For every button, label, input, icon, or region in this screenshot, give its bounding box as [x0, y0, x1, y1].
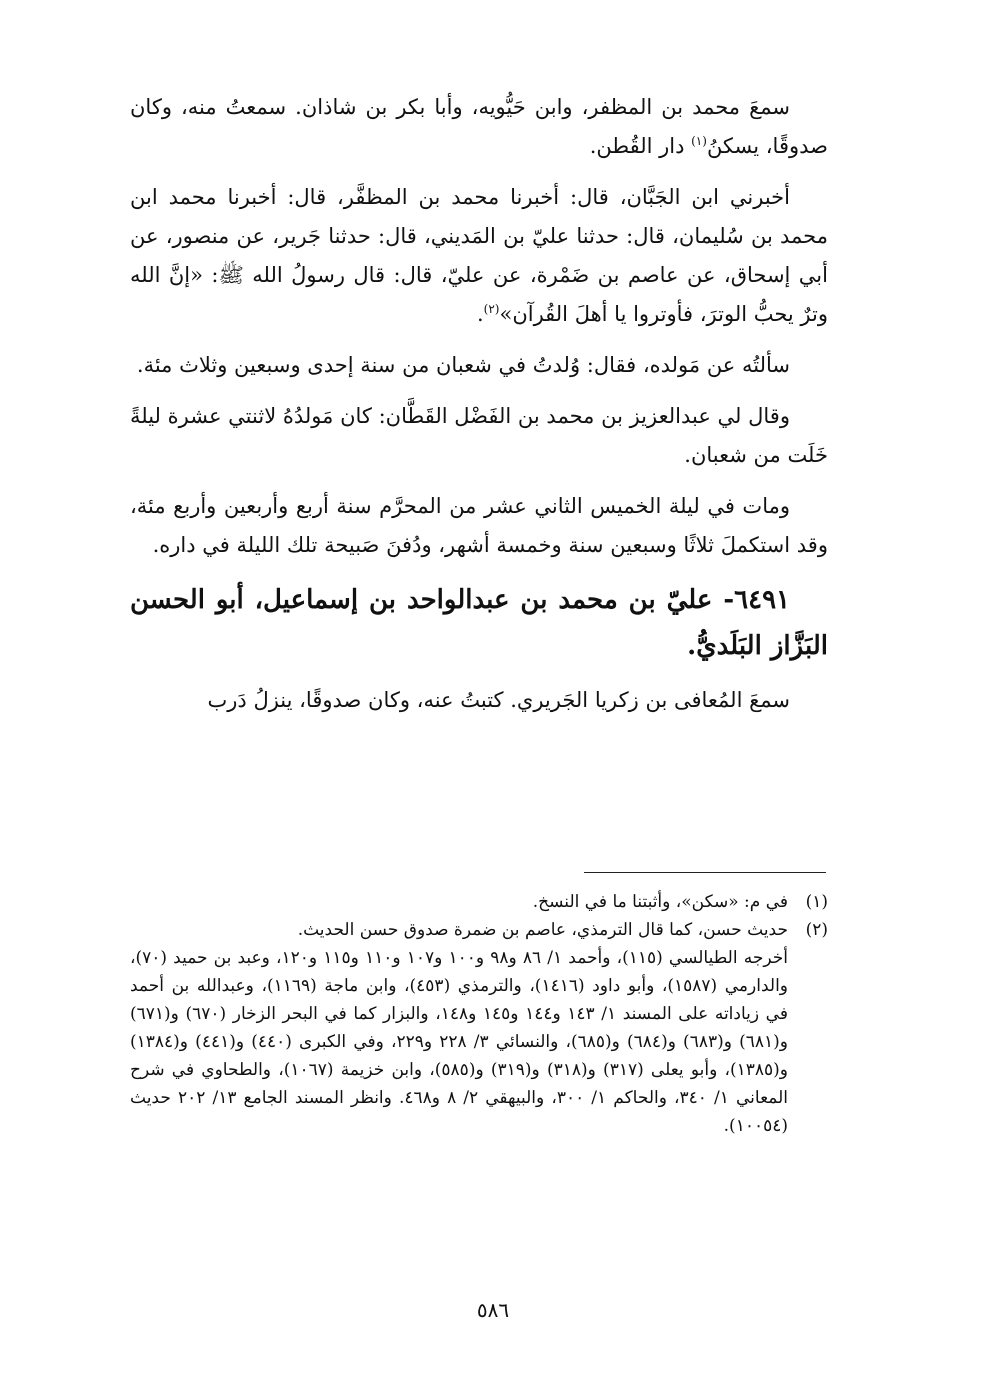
page-number: ٥٨٦: [476, 1298, 510, 1322]
paragraph-2: أخبرني ابن الجَبَّان، قال: أخبرنا محمد بن المظفَّر، قال: أخبرنا محمد ابن محمد بن سُليمان، قال: حدثنا عليّ بن المَديني، قال: حدثنا جَرير، عن منصور، عن أبي إسحاق، عن عاصم بن ضَمْرة، عن عليّ، قال: قال رسولُ الله ﷺ: «إنَّ الله وترٌ يحبُّ الوترَ، فأوتروا يا أهلَ القُرآن»$^{(٢)}$.: [130, 185, 828, 326]
footnote-2: [130, 916, 828, 1140]
footnote-1: [130, 888, 828, 916]
footnote-text: أخرجه الطيالسي (١١٥)، وأحمد ١/ ٨٦ و٩٨ و١٠٠ و١٠٧ و١١٠ و١١٥ و١٢٠، وعبد بن حميد (٧٠)، والدارمي (١٥٨٧)، وأبو داود (١٤١٦)، والترمذي (٤٥٣)، وابن ماجة (١١٦٩)، وعبدالله بن أحمد في زياداته على المسند ١/ ١٤٣ و١٤٤ و١٤٥ و١٤٨، والبزار كما في البحر الزخار (٦٧٠) و(٦٧١) و(٦٨١) و(٦٨٣) و(٦٨٤) و(٦٨٥)، والنسائي ٣/ ٢٢٨ و٢٢٩، وفي الكبرى (٤٤٠) و(٤٤١) و(١٣٨٤) و(١٣٨٥)، وأبو يعلى (٣١٧) و(٣١٨) و(٣١٩) و(٥٨٥)، وابن خزيمة (١٠٦٧)، والطحاوي في شرح المعاني ١/ ٣٤٠، والحاكم ١/ ٣٠٠، والبيهقي ٢/ ٨ و٤٦٨. وانظر المسند الجامع ١٣/ ٢٠٢ حديث (١٠٠٥٤).: [130, 948, 789, 1136]
footnote-text: في م: «سكن»، وأثبتنا ما في النسخ.: [532, 892, 788, 912]
entry-heading: ٦٤٩١- عليّ بن محمد بن عبدالواحد بن إسماعيل، أبو الحسن البَزَّاز البَلَديُّ.: [130, 585, 828, 661]
footnote-ref-1: (١): [691, 134, 707, 148]
footnote-number: (١): [805, 892, 828, 912]
paragraph-4: وقال لي عبدالعزيز بن محمد بن الفَضْل القَطَّان: كان مَولدُهُ لاثنتي عشرة ليلةً خَلَت من شعبان.: [130, 404, 828, 467]
footnote-ref-2: (٢): [483, 302, 500, 316]
main-text: [130, 88, 828, 732]
paragraph-5: ومات في ليلة الخميس الثاني عشر من المحرَّم سنة أربع وأربعين وأربع مئة، وقد استكملَ ثلاثًا وسبعين سنة وخمسة أشهر، ودُفنَ صَبيحة تلك الليلة في داره.: [130, 494, 828, 557]
footnote-text: حديث حسن، كما قال الترمذي، عاصم بن ضمرة صدوق حسن الحديث.: [297, 920, 788, 940]
paragraph-6: سمعَ المُعافى بن زكريا الجَريري. كتبتُ عنه، وكان صدوقًا، ينزلُ دَرب: [207, 688, 790, 712]
paragraph-1: سمعَ محمد بن المظفر، وابن حَيُّويه، وأبا بكر بن شاذان. سمعتُ منه، وكان صدوقًا، يسكنُ$^{(١)}$ دار القُطن.: [130, 95, 828, 158]
footnotes: [130, 888, 828, 1140]
paragraph-3: سألتُه عن مَولده، فقال: وُلدتُ في شعبان من سنة إحدى وسبعين وثلاث مئة.: [136, 353, 790, 377]
footnote-number: (٢): [805, 920, 828, 940]
footnote-separator: [584, 872, 826, 873]
